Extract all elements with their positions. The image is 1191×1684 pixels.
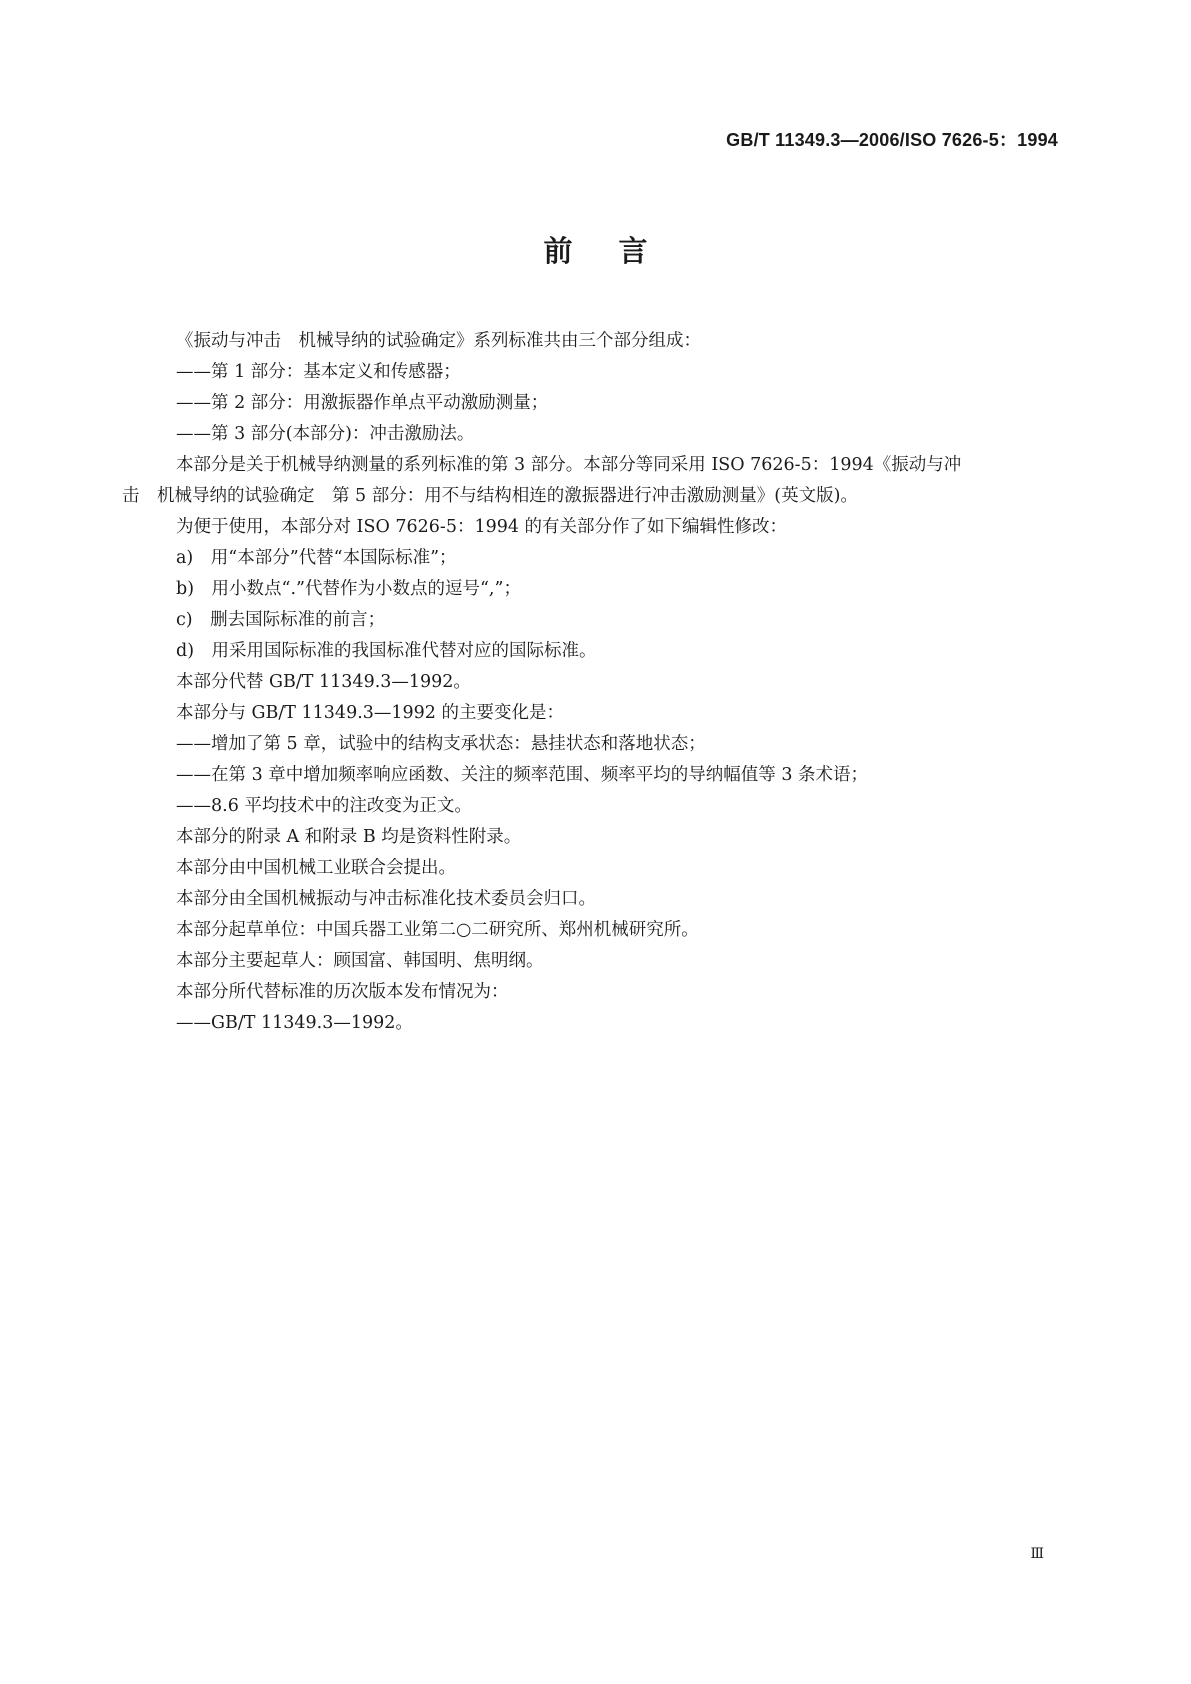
paragraph-line-2: 击 机械导纳的试验确定 第 5 部分：用不与结构相连的激振器进行冲击激励测量》(英文版)。 [122,486,858,506]
paragraph: 本部分由中国机械工业联合会提出。 [176,858,456,878]
page-title: 前言 [543,234,694,268]
list-item: ——在第 3 章中增加频率响应函数、关注的频率范围、频率平均的导纳幅值等 3 条术语； [176,765,869,785]
list-item: ——第 3 部分(本部分)：冲击激励法。 [176,424,475,444]
paragraph [122,450,1071,512]
list-item: ——第 1 部分：基本定义和传感器； [176,362,461,382]
list-item: ——GB/T 11349.3—1992。 [176,1013,413,1033]
paragraph: 本部分所代替标准的历次版本发布情况为： [176,982,509,1002]
paragraph: 《振动与冲击 机械导纳的试验确定》系列标准共由三个部分组成： [176,331,701,351]
paragraph: 本部分与 GB/T 11349.3—1992 的主要变化是： [176,703,564,723]
paragraph: 为便于使用，本部分对 ISO 7626-5：1994 的有关部分作了如下编辑性修改： [176,517,788,537]
paragraph-line-1: 本部分是关于机械导纳测量的系列标准的第 3 部分。本部分等同采用 ISO 7626-5：1994《振动与冲 [176,455,962,475]
paragraph: 本部分的附录 A 和附录 B 均是资料性附录。 [176,827,522,847]
foreword-body [122,326,1071,1039]
list-item: ——第 2 部分：用激振器作单点平动激励测量； [176,393,549,413]
list-item: ——增加了第 5 章，试验中的结构支承状态：悬挂状态和落地状态； [176,734,706,754]
paragraph: 本部分代替 GB/T 11349.3—1992。 [176,672,471,692]
list-item: b) 用小数点“.”代替作为小数点的逗号“,”； [176,579,521,599]
standard-code-header: GB/T 11349.3—2006/ISO 7626-5：1994 [726,130,1058,150]
page-number: Ⅲ [1030,1547,1043,1562]
paragraph: 本部分由全国机械振动与冲击标准化技术委员会归口。 [176,889,596,909]
list-item: a) 用“本部分”代替“本国际标准”； [176,548,457,568]
paragraph: 本部分主要起草人：顾国富、韩国明、焦明纲。 [176,951,544,971]
list-item: c) 删去国际标准的前言； [176,610,386,630]
paragraph: 本部分起草单位：中国兵器工业第二○二研究所、郑州机械研究所。 [176,920,699,940]
list-item: ——8.6 平均技术中的注改变为正文。 [176,796,472,816]
list-item: d) 用采用国际标准的我国标准代替对应的国际标准。 [176,641,597,661]
